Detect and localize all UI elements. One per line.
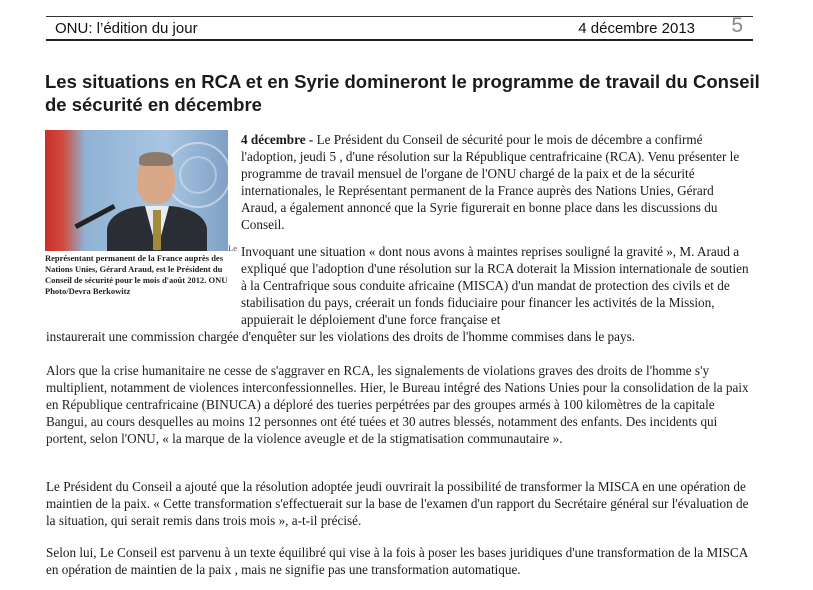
paragraph-4: Le Président du Conseil a ajouté que la résolution adoptée jeudi ouvrirait la possibilité de transformer la MISCA en une opération de maintien de la paix. « Cette transformation s'effectuerait sur la base de l'examen d'un rapport du Secrétaire général sur l'évaluation de la situation, qui serait remis dans trois mois », a-t-il précisé. bbox=[46, 479, 749, 528]
dateline: 4 décembre - bbox=[241, 132, 314, 147]
paragraph-2: Invoquant une situation « dont nous avons à maintes reprises souligné la gravité », M. Araud a expliqué que l'adoption d'une résolution sur la RCA doterait la Mission internationale de soutien à la Centrafrique sous conduite africaine (MISCA) d'un mandat de protection des civils et de stabilisation du pays, créerait un fonds fiduciaire pour financer les activités de la Mission, appuierait le déploiement d'une force française et bbox=[241, 244, 749, 327]
photo-caption: Représentant permanent de la France auprès des Nations Unies, Gérard Araud, est le Président du Conseil de sécurité pour le mois d'août 2012. ONU Photo/Devra Berkowitz bbox=[45, 253, 228, 296]
paragraph-1-text: Le Président du Conseil de sécurité pour le mois de décembre a confirmé l'adoption, jeudi 5 , d'une résolution sur la République centrafricaine (RCA). Venu présenter le programme de travail mensuel de l'organe de l'ONU chargé de la paix et de la sécurité internationales, le Représentant permanent de la France auprès des Nations Unies, Gérard Araud, a également annoncé que la Syrie figurerait en bonne place dans les discussions du Conseil. bbox=[241, 132, 740, 232]
page-number: 5 bbox=[731, 14, 743, 37]
paragraph-5: Selon lui, Le Conseil est parvenu à un texte équilibré qui vise à la fois à poser les bases juridiques d'une transformation de la MISCA en opération de maintien de la paix , mais ne signifie pas une transformation automatique. bbox=[46, 545, 748, 577]
article-title: Les situations en RCA et en Syrie domineront le programme de travail du Conseil de sécurité en décembre bbox=[45, 71, 760, 115]
person-hair-graphic bbox=[139, 152, 173, 166]
person-tie-graphic bbox=[153, 210, 161, 250]
paragraph-3: Alors que la crise humanitaire ne cesse de s'aggraver en RCA, les signalements de violations graves des droits de l'homme s'y multiplient, notamment de violences interconfessionnelles. Hier, le Bureau intégré des Nations Unies pour la consolidation de la paix en République centrafricaine (BINUCA) a déploré des tueries perpétrées par des groupes armés à 100 kilomètres de la capitale Bangui, au cours desquelles au moins 12 personnes ont été tuées et 30 autres blessés, notamment des enfants. Des incidents qui portent, selon l'ONU, « la marque de la violence aveugle et de la stigmatisation communautaire ». bbox=[46, 363, 749, 446]
article-photo bbox=[45, 130, 228, 251]
paragraph-1 bbox=[241, 131, 751, 233]
page-header bbox=[46, 16, 753, 41]
paragraph-2-continuation: instaurerait une commission chargée d'enquêter sur les violations des droits de l'homme commises dans le pays. bbox=[46, 329, 636, 344]
caption-tail: Le bbox=[228, 243, 237, 253]
un-emblem-inner-graphic bbox=[179, 156, 217, 194]
publication-name: ONU: l’édition du jour bbox=[55, 20, 198, 37]
issue-date: 4 décembre 2013 bbox=[578, 20, 695, 37]
